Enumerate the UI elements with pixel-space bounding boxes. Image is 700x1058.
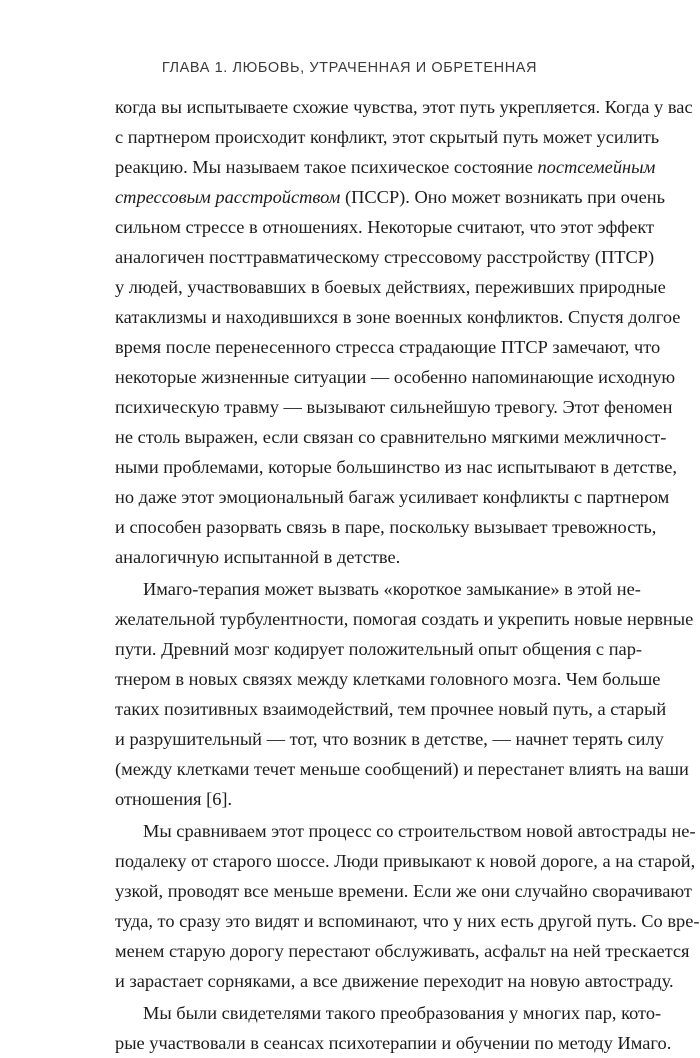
paragraph-2 — [115, 574, 694, 814]
text-fragment: (ПССР). Оно может возникать при очень — [345, 187, 665, 207]
text-line: некоторые жизненные ситуации — особенно напоминающие исходную — [115, 367, 676, 387]
text-line: желательной турбулентности, помогая создать и укрепить новые нервные — [115, 609, 694, 629]
text-line: аналогичен посттравматическому стрессовому расстройству (ПТСР) — [115, 247, 655, 267]
text-line: у людей, участвовавших в боевых действиях, переживших природные — [115, 277, 666, 297]
text-line: сильном стрессе в отношениях. Некоторые считают, что этот эффект — [115, 217, 655, 237]
text-line: менем старую дорогу перестают обслуживать, асфальт на ней трескается — [115, 941, 690, 961]
text-fragment: реакцию. Мы называем такое психическое состояние — [115, 157, 533, 177]
text-line: подалеку от старого шоссе. Люди привыкают к новой дороге, а на старой, — [115, 851, 696, 871]
text-line: пути. Древний мозг кодирует положительный опыт общения с пар- — [115, 639, 643, 659]
text-line: (между клетками течет меньше сообщений) и перестанет влиять на ваши — [115, 759, 689, 779]
text-line: туда, то сразу это видят и вспоминают, что у них есть другой путь. Со вре- — [115, 911, 700, 931]
running-head: ГЛАВА 1. ЛЮБОВЬ, УТРАЧЕННАЯ И ОБРЕТЕННАЯ — [161, 60, 538, 76]
text-line — [115, 152, 656, 182]
text-line: Мы сравниваем этот процесс со строительством новой автострады не- — [143, 821, 696, 841]
italic-term: стрессовым расстройством — [115, 187, 341, 207]
text-line: и зарастает сорняками, а все движение переходит на новую автостраду. — [115, 971, 674, 991]
text-line: рые участвовали в сеансах психотерапии и обучении по методу Имаго. — [115, 1033, 672, 1053]
text-line: тнером в новых связях между клетками головного мозга. Чем больше — [115, 669, 661, 689]
text-line: психическую травму — вызывают сильнейшую тревогу. Этот феномен — [115, 397, 673, 417]
text-line: но даже этот эмоциональный багаж усиливает конфликты с партнером — [115, 487, 670, 507]
text-line: когда вы испытываете схожие чувства, этот путь укрепляется. Когда у вас — [115, 97, 693, 117]
text-line: ными проблемами, которые большинство из нас испытывают в детстве, — [115, 457, 678, 477]
text-line: катаклизмы и находившихся в зоне военных конфликтов. Спустя долгое — [115, 307, 681, 327]
text-line: с партнером происходит конфликт, этот скрытый путь может усилить — [115, 127, 660, 147]
paragraph-4 — [115, 998, 672, 1058]
body-text — [115, 92, 700, 1058]
text-line: таких позитивных взаимодействий, тем прочнее новый путь, а старый — [115, 699, 667, 719]
text-line: аналогичную испытанной в детстве. — [115, 547, 401, 567]
text-line — [115, 182, 665, 212]
text-line: и разрушительный — тот, что возник в детстве, — начнет терять силу — [115, 729, 664, 749]
italic-term: постсемейным — [537, 157, 656, 177]
paragraph-3 — [115, 816, 700, 996]
text-line: и способен разорвать связь в паре, поскольку вызывает тревожность, — [115, 517, 657, 537]
text-line: Имаго-терапия может вызвать «короткое замыкание» в этой не- — [143, 579, 641, 599]
text-line: время после перенесенного стресса страдающие ПТСР замечают, что — [115, 337, 661, 357]
text-line: отношения [6]. — [115, 789, 233, 809]
text-line: узкой, проводят все меньше времени. Если же они случайно сворачивают — [115, 881, 692, 901]
text-line: Мы были свидетелями такого преобразования у многих пар, кото- — [143, 1003, 662, 1023]
paragraph-1 — [115, 92, 693, 572]
text-line: не столь выражен, если связан со сравнительно мягкими межличност- — [115, 427, 667, 447]
